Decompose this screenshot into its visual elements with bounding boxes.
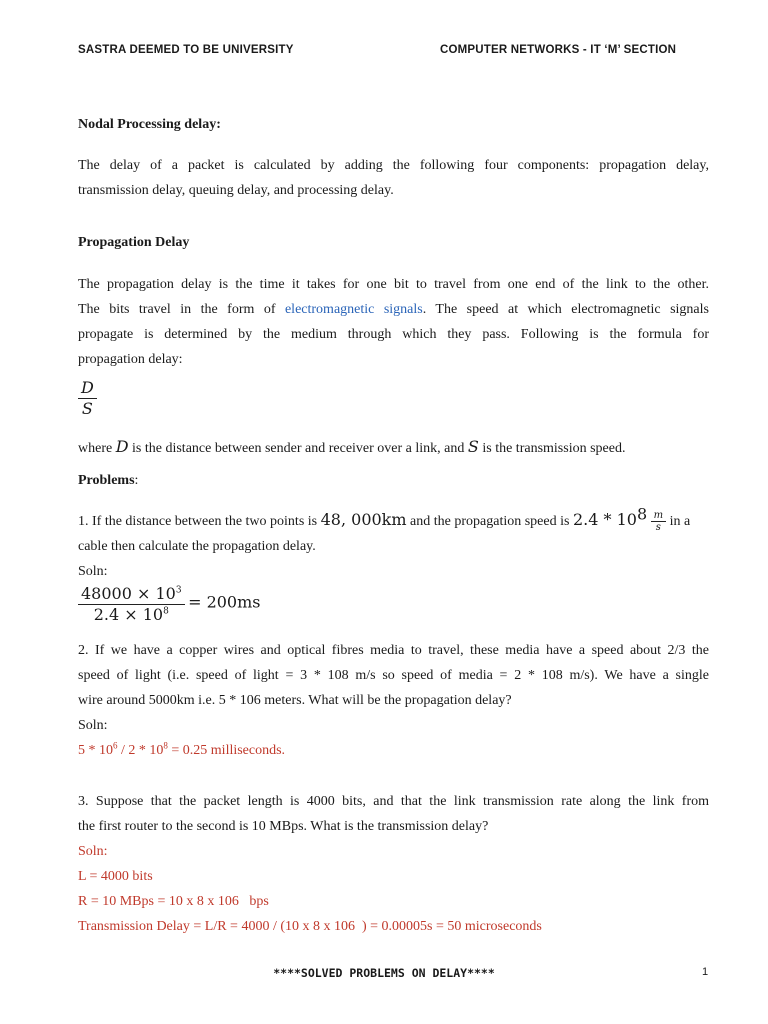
section-title-nodal: Nodal Processing delay: — [78, 117, 221, 132]
formula-d-over-s: $\frac{D}{S}$ — [78, 378, 709, 419]
soln-label: Soln: — [78, 564, 108, 579]
problem-1-line2: cable then calculate the propagation delay. — [78, 539, 316, 554]
problem-3-line1: 3. Suppose that the packet length is 4000 bits, and that the link transmission rate along the link from — [78, 794, 709, 809]
paragraph-line: The bits travel in the form of electromagnetic signals. The speed at which electromagnetic signals — [78, 302, 709, 317]
problem-3-transmission-delay: Transmission Delay = L/R = 4000 / (10 x 8 x 106 ) = 0.00005s = 50 microseconds — [78, 919, 542, 934]
soln-label: Soln: — [78, 718, 108, 733]
problem-2-line2: speed of light (i.e. speed of light = 3 * 108 m/s so speed of media = 2 * 108 m/s). We have a single — [78, 668, 709, 683]
page-number: 1 — [702, 966, 709, 978]
problem-1-solution-formula: $\frac{48000 \times 10^3}{2.4 \times 10^8}$ = 200ms — [78, 584, 709, 625]
problem-3-line2: the first router to the second is 10 MBps. What is the transmission delay? — [78, 819, 489, 834]
header-right: COMPUTER NETWORKS - IT ‘M’ SECTION — [440, 44, 677, 56]
problems-heading: Problems: — [78, 473, 139, 488]
paragraph-line: transmission delay, queuing delay, and processing delay. — [78, 183, 394, 198]
problem-1-line1: 1. If the distance between the two points is 48, 000km and the propagation speed is $2.4 * 10^8$ $\frac{m}{s}$ in a — [78, 504, 691, 534]
problem-3-length: L = 4000 bits — [78, 869, 153, 884]
section-title-propagation: Propagation Delay — [78, 235, 190, 250]
paragraph-line: The propagation delay is the time it takes for one bit to travel from one end of the link to the other. — [78, 277, 709, 292]
electromagnetic-signals-link[interactable]: electromagnetic signals — [284, 302, 423, 317]
problem-2-line3: wire around 5000km i.e. 5 * 106 meters. What will be the propagation delay? — [78, 693, 512, 708]
header-left: SASTRA DEEMED TO BE UNIVERSITY — [78, 44, 294, 56]
problem-2-answer: $5 * 10^6 / 2 * 10^8 = 0.25$ milliseconds. — [78, 740, 286, 758]
problem-2-line1: 2. If we have a copper wires and optical fibres media to travel, these media have a speed about 2/3 the — [78, 643, 709, 658]
where-line: where D is the distance between sender and receiver over a link, and S is the transmission speed. — [78, 437, 626, 456]
footer-title: ****SOLVED PROBLEMS ON DELAY**** — [273, 966, 495, 980]
problem-3-rate: R = 10 MBps = 10 x 8 x 106 bps — [78, 894, 269, 909]
paragraph-line: The delay of a packet is calculated by adding the following four components: propagation delay, — [78, 158, 709, 173]
soln-label: Soln: — [78, 844, 108, 859]
paragraph-line: propagation delay: — [78, 352, 183, 367]
paragraph-line: propagate is determined by the medium through which they pass. Following is the formula for — [78, 327, 709, 342]
